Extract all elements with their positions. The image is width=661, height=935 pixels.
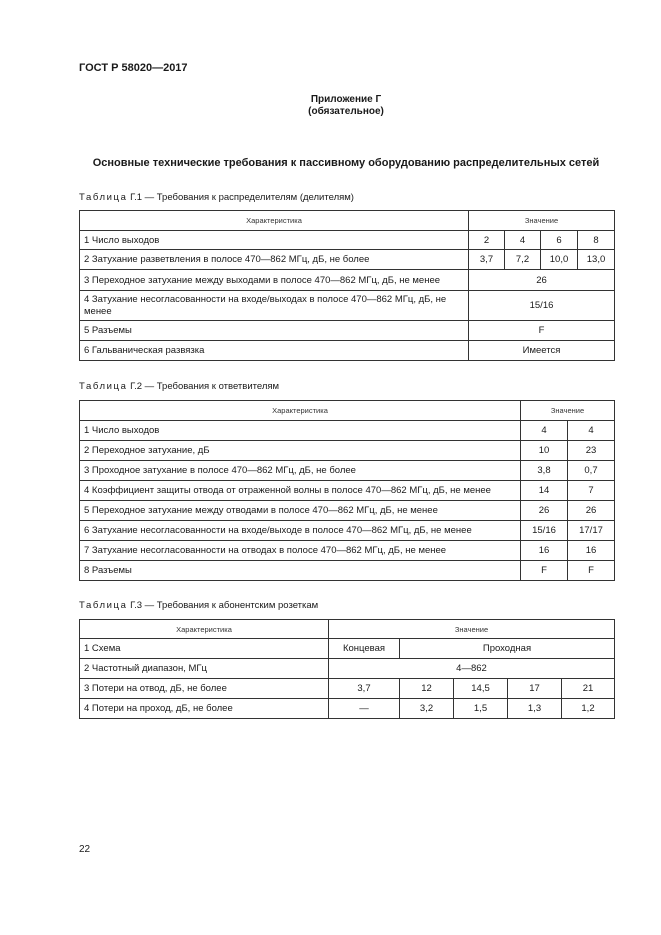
page-number: 22 (79, 844, 91, 855)
table-row (80, 561, 615, 581)
table-row (80, 421, 615, 441)
table2-row3-value1: 3,8 (521, 461, 568, 481)
table3-row4-label: 4 Потери на проход, дБ, не более (80, 699, 329, 719)
table1-row4-label: 4 Затухание несогласованности на входе/выходах в полосе 470—862 МГц, дБ, не менее (80, 291, 469, 321)
table1-row1-value2: 4 (505, 231, 541, 250)
table-row (80, 679, 615, 699)
table2-caption (79, 381, 279, 392)
table1-row2-label: 2 Затухание разветвления в полосе 470—862 МГц, дБ, не более (80, 250, 469, 270)
table-row (80, 541, 615, 561)
table2-caption-text: Г.2 — Требования к ответвителям (127, 381, 280, 392)
table2-row6-label: 6 Затухание несогласованности на входе/выходе в полосе 470—862 МГц, дБ, не менее (80, 521, 521, 541)
table2-row7-value2: 16 (568, 541, 615, 561)
table3-row3-value2: 12 (400, 679, 454, 699)
table3-row3-value5: 21 (562, 679, 615, 699)
table-row (80, 250, 615, 270)
table2-row1-label: 1 Число выходов (80, 421, 521, 441)
table1-row4-value: 15/16 (469, 291, 615, 321)
table-row (80, 639, 615, 659)
table2-row4-value2: 7 (568, 481, 615, 501)
table3-row2-value: 4—862 (329, 659, 615, 679)
table3-header-characteristic: Характеристика (80, 620, 329, 639)
appendix-status: (обязательное) (308, 106, 384, 117)
table2-row6-value1: 15/16 (521, 521, 568, 541)
table1-row1-label: 1 Число выходов (80, 231, 469, 250)
table-row (80, 291, 615, 321)
table3-row4-value5: 1,2 (562, 699, 615, 719)
table3-caption (79, 600, 318, 611)
table-row (80, 231, 615, 250)
table3-row1-label: 1 Схема (80, 639, 329, 659)
table-row (80, 501, 615, 521)
table-row (80, 270, 615, 291)
table1-row6-value: Имеется (469, 341, 615, 361)
table3-row4-value3: 1,5 (454, 699, 508, 719)
table-row (80, 461, 615, 481)
table2-row8-value1: F (521, 561, 568, 581)
table2-row1-value2: 4 (568, 421, 615, 441)
document-code: ГОСТ Р 58020—2017 (79, 62, 188, 74)
table3-header-value: Значение (329, 620, 615, 639)
table1-row6-label: 6 Гальваническая развязка (80, 341, 469, 361)
table2-header-characteristic: Характеристика (80, 401, 521, 421)
table1-row2-value4: 13,0 (578, 250, 615, 270)
table3-row4-value2: 3,2 (400, 699, 454, 719)
table3-row4-value1: — (329, 699, 400, 719)
table3-row3-value3: 14,5 (454, 679, 508, 699)
table-row (80, 699, 615, 719)
table2-header-value: Значение (521, 401, 615, 421)
table1-row5-value: F (469, 321, 615, 341)
table3-row2-label: 2 Частотный диапазон, МГц (80, 659, 329, 679)
table2-header-row (80, 401, 615, 421)
table1-row2-value3: 10,0 (541, 250, 578, 270)
table1-row1-value3: 6 (541, 231, 578, 250)
table2-row2-value2: 23 (568, 441, 615, 461)
table1-row2-value2: 7,2 (505, 250, 541, 270)
table-row (80, 481, 615, 501)
table-row (80, 441, 615, 461)
table1-caption (79, 192, 354, 203)
table2-row5-value1: 26 (521, 501, 568, 521)
table3-caption-label: Таблица (79, 600, 128, 611)
table1-caption-text: Г.1 — Требования к распределителям (делителям) (127, 192, 354, 203)
table2-row5-value2: 26 (568, 501, 615, 521)
table3-caption-text: Г.3 — Требования к абонентским розеткам (127, 600, 319, 611)
table1-row3-value: 26 (469, 270, 615, 291)
table1-row5-label: 5 Разъемы (80, 321, 469, 341)
table1-caption-label: Таблица (79, 192, 128, 203)
appendix-title: Приложение Г (310, 94, 382, 105)
table3-row3-label: 3 Потери на отвод, дБ, не более (80, 679, 329, 699)
table-row (80, 321, 615, 341)
table-row (80, 521, 615, 541)
table1-header-characteristic: Характеристика (80, 211, 469, 231)
table1-row2-value1: 3,7 (469, 250, 505, 270)
table2-row1-value1: 4 (521, 421, 568, 441)
table2-row4-value1: 14 (521, 481, 568, 501)
table2-caption-label: Таблица (79, 381, 128, 392)
table3-row3-value1: 3,7 (329, 679, 400, 699)
table2-row2-value1: 10 (521, 441, 568, 461)
table2-row5-label: 5 Переходное затухание между отводами в полосе 470—862 МГц, дБ, не менее (80, 501, 521, 521)
table2-row3-value2: 0,7 (568, 461, 615, 481)
table2-row8-label: 8 Разъемы (80, 561, 521, 581)
table3 (79, 619, 615, 719)
table2-row7-value1: 16 (521, 541, 568, 561)
table3-row1-value-passthrough: Проходная (400, 639, 615, 659)
table2-row3-label: 3 Проходное затухание в полосе 470—862 МГц, дБ, не более (80, 461, 521, 481)
table-row (80, 341, 615, 361)
table1 (79, 210, 615, 361)
table1-header-value: Значение (469, 211, 615, 231)
table3-row3-value4: 17 (508, 679, 562, 699)
table1-header-row (80, 211, 615, 231)
table2-row8-value2: F (568, 561, 615, 581)
table-row (80, 659, 615, 679)
table1-row1-value1: 2 (469, 231, 505, 250)
table1-row3-label: 3 Переходное затухание между выходами в полосе 470—862 МГц, дБ, не менее (80, 270, 469, 291)
table2-row6-value2: 17/17 (568, 521, 615, 541)
table3-row1-value-terminal: Концевая (329, 639, 400, 659)
table2-row4-label: 4 Коэффициент защиты отвода от отраженной волны в полосе 470—862 МГц, дБ, не менее (80, 481, 521, 501)
table2 (79, 400, 615, 581)
section-heading: Основные технические требования к пассивному оборудованию распределительных сетей (92, 157, 600, 169)
table1-row1-value4: 8 (578, 231, 615, 250)
table3-header-row (80, 620, 615, 639)
table3-row4-value4: 1,3 (508, 699, 562, 719)
table2-row7-label: 7 Затухание несогласованности на отводах в полосе 470—862 МГц, дБ, не менее (80, 541, 521, 561)
table2-row2-label: 2 Переходное затухание, дБ (80, 441, 521, 461)
